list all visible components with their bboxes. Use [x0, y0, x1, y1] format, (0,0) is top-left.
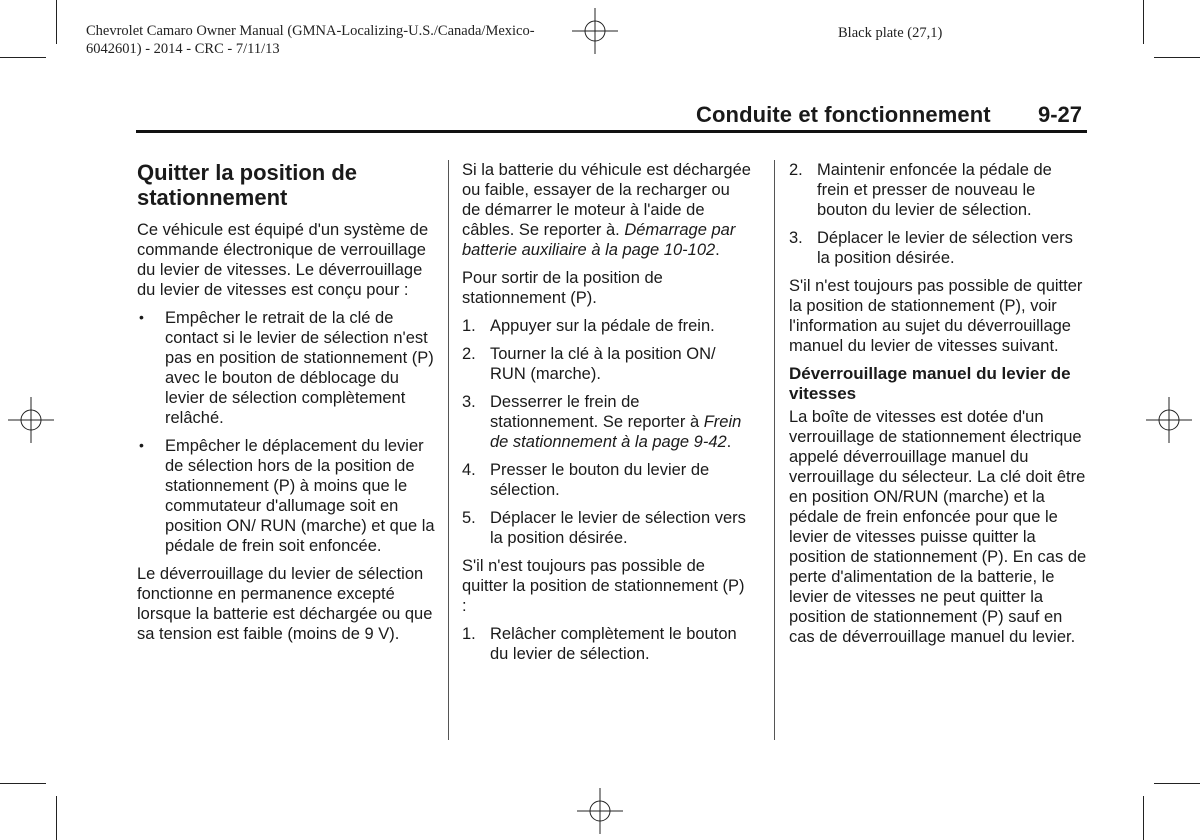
step-text: Desserrer le frein de stationnement. Se reporter à [490, 393, 704, 431]
step-item [789, 228, 1087, 268]
registration-mark-icon [1146, 397, 1192, 443]
step-text: Déplacer le levier de sélection vers la position désirée. [490, 509, 746, 547]
step-number: 5. [462, 509, 476, 527]
cross-reference-link[interactable]: Démarrage par batterie auxiliaire à la page 10-102 [462, 221, 736, 259]
step-item [462, 460, 752, 500]
text-column-1 [137, 160, 435, 652]
closing-paragraph: Le déverrouillage du levier de sélection fonctionne en permanence excepté lorsque la batterie est déchargée ou que sa tension est faible (moins de 9 V). [137, 565, 433, 643]
cross-reference-link[interactable]: Frein de stationnement à la page 9-42 [490, 413, 742, 451]
step-number: 2. [462, 345, 476, 363]
sentence-end: . [726, 433, 732, 451]
step-item [462, 344, 752, 384]
text-column-2 [462, 160, 752, 672]
registration-mark-icon [572, 8, 618, 54]
registration-mark-icon [8, 397, 54, 443]
registration-mark-icon [577, 788, 623, 834]
subsection-heading: Déverrouillage manuel du levier de vitesses [789, 364, 1071, 403]
step-text: Presser le bouton du levier de sélection. [490, 461, 710, 499]
still-blocked-paragraph: S'il n'est toujours pas possible de quitter la position de stationnement (P) : [462, 557, 745, 615]
step-item [462, 316, 752, 336]
battery-paragraph [462, 160, 752, 260]
step-number: 3. [462, 393, 476, 411]
bullet-item [137, 436, 435, 556]
crop-mark [0, 57, 46, 58]
column-divider [774, 160, 775, 740]
step-number: 1. [462, 317, 476, 335]
bullet-item [137, 308, 435, 428]
step-number: 1. [462, 625, 476, 643]
section-title: Conduite et fonctionnement [696, 102, 991, 127]
print-slug-line-2: 6042601) - 2014 - CRC - 7/11/13 [86, 41, 280, 57]
still-blocked-paragraph: S'il n'est toujours pas possible de quitter la position de stationnement (P), voir l'information au sujet du déverrouillage manuel du levier de vitesses suivant. [789, 277, 1083, 355]
exit-intro-paragraph: Pour sortir de la position de stationnement (P). [462, 269, 663, 307]
step-text: Déplacer le levier de sélection vers la position désirée. [817, 229, 1073, 267]
page-number: 9-27 [1038, 102, 1083, 127]
manual-release-paragraph: La boîte de vitesses est dotée d'un verrouillage de stationnement électrique appelé déverrouillage manuel du verrouillage du sélecteur. La clé doit être en position ON/RUN (marche) et la pédale de frein enfoncée pour que le levier de vitesses puisse quitter la position de stationnement (P). En cas de perte d'alimentation de la batterie, le levier de vitesses ne peut quitter la position de stationnement (P) sauf en cas de déverrouillage manuel du levier. [789, 408, 1087, 646]
text-column-3 [789, 160, 1087, 655]
print-slug [86, 22, 535, 58]
bullet-text: Empêcher le déplacement du levier de sélection hors de la position de stationnement (P) à moins que le commutateur d'allumage soit en position ON/ RUN (marche) et que la pédale de frein soit enfoncée. [165, 437, 435, 555]
intro-paragraph: Ce véhicule est équipé d'un système de commande électronique de verrouillage du levier de vitesses. Le déverrouillage du levier de vitesses est conçu pour : [137, 221, 429, 299]
step-item [789, 160, 1087, 220]
crop-mark [0, 783, 46, 784]
step-number: 3. [789, 229, 803, 247]
crop-mark [1154, 783, 1200, 784]
bullet-icon: • [139, 309, 144, 325]
sentence-end: . [715, 241, 720, 259]
black-plate-label: Black plate (27,1) [838, 25, 943, 41]
crop-mark [56, 0, 57, 44]
step-text: Tourner la clé à la position ON/ RUN (marche). [490, 345, 716, 383]
step-item [462, 508, 752, 548]
bullet-text: Empêcher le retrait de la clé de contact si le levier de sélection n'est pas en position de stationnement (P) avec le bouton de déblocage du levier de sélection complètement relâché. [165, 309, 434, 427]
battery-text: Si la batterie du véhicule est déchargée ou faible, essayer de la recharger ou de démarrer le moteur à l'aide de câbles. Se reporter à. [462, 161, 751, 239]
header-rule [136, 130, 1087, 133]
crop-mark [1143, 0, 1144, 44]
step-text: Relâcher complètement le bouton du levier de sélection. [490, 625, 737, 663]
bullet-icon: • [139, 437, 144, 453]
section-heading: Quitter la position de stationnement [137, 160, 358, 210]
crop-mark [1154, 57, 1200, 58]
step-number: 2. [789, 161, 803, 179]
step-text: Maintenir enfoncée la pédale de frein et presser de nouveau le bouton du levier de sélection. [817, 161, 1052, 219]
step-item [462, 624, 752, 664]
step-number: 4. [462, 461, 476, 479]
print-slug-line-1: Chevrolet Camaro Owner Manual (GMNA-Localizing-U.S./Canada/Mexico- [86, 23, 535, 39]
step-item [462, 392, 752, 452]
crop-mark [56, 796, 57, 840]
step-text: Appuyer sur la pédale de frein. [490, 317, 715, 335]
column-divider [448, 160, 449, 740]
crop-mark [1143, 796, 1144, 840]
